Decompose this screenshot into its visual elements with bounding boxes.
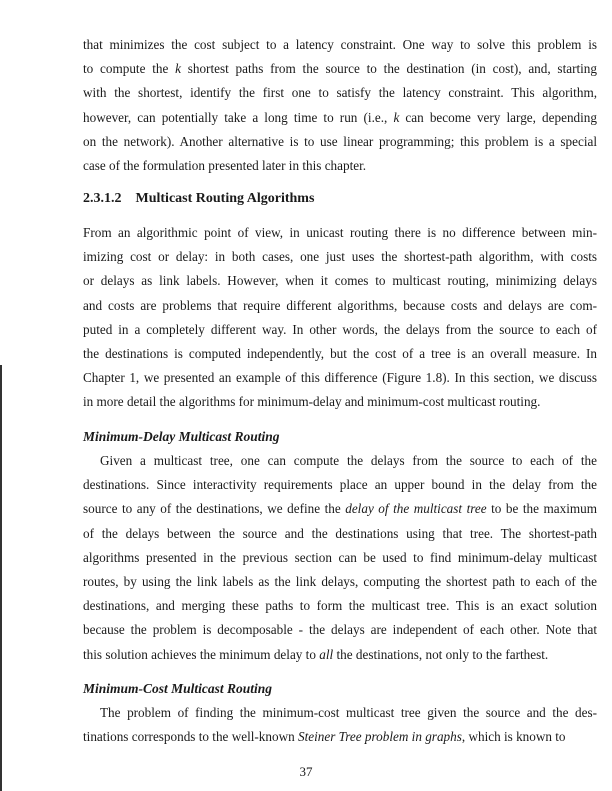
text-line xyxy=(83,705,597,721)
text-segment: that minimizes the cost subject to a latency constraint. One way to solve this problem is xyxy=(83,37,597,52)
text-line xyxy=(83,394,597,410)
text-segment: the destinations, not only to the farthest. xyxy=(333,646,549,662)
text-segment: because the problem is decomposable - the delays are independent of each other. Note that xyxy=(83,622,597,638)
text-line xyxy=(83,550,597,566)
section-title: Multicast Routing Algorithms xyxy=(135,191,315,206)
text-segment: From an algorithmic point of view, in unicast routing there is no difference between min- xyxy=(83,225,597,240)
text-segment: destinations, and merging these paths to form the multicast tree. This is an exact solution xyxy=(83,598,597,614)
text-segment: shortest paths from the source to the destination (in cost), and, starting xyxy=(180,61,597,77)
section-heading xyxy=(83,191,314,207)
page-number: 37 xyxy=(299,764,313,779)
text-segment: , which is known to xyxy=(461,729,566,745)
text-line xyxy=(83,622,597,638)
text-segment: and costs are problems that require different algorithms, because costs and delays are com- xyxy=(83,297,597,313)
text-segment: tinations corresponds to the well-known xyxy=(83,729,298,745)
text-line xyxy=(83,225,597,241)
text-line xyxy=(83,37,597,53)
text-line xyxy=(83,647,597,663)
text-line xyxy=(83,110,597,126)
text-line xyxy=(83,477,597,493)
text-line xyxy=(83,249,597,265)
text-line xyxy=(83,453,597,469)
text-line xyxy=(83,729,597,745)
text-segment: however, can potentially take a long time to run (i.e., xyxy=(83,109,394,125)
section-number: 2.3.1.2 xyxy=(83,191,122,206)
text-segment: source to any of the destinations, we define the xyxy=(83,501,346,517)
text-line xyxy=(83,85,597,101)
text-segment: this solution achieves the minimum delay to xyxy=(83,646,320,662)
subsection-heading-min-cost: Minimum-Cost Multicast Routing xyxy=(83,681,273,696)
emphasized-text: Steiner Tree problem in graphs xyxy=(298,729,462,745)
text-segment: destinations. Since interactivity requirements place an upper bound in the delay from the xyxy=(83,477,597,493)
text-line xyxy=(83,346,597,362)
text-line xyxy=(83,134,597,150)
scan-edge-line xyxy=(0,365,2,791)
text-line xyxy=(83,501,597,517)
text-segment: Given a multicast tree, one can compute the delays from the source to each of the xyxy=(100,453,597,468)
text-segment: routes, by using the link labels as the link delays, computing the shortest path to each of the xyxy=(83,574,597,589)
text-segment: the destinations is computed independently, but the cost of a tree is an overall measure. In xyxy=(83,346,597,361)
text-segment: Chapter 1, we presented an example of this difference (Figure 1.8). In this section, we discuss xyxy=(83,370,597,386)
text-segment: case of the formulation presented later in this chapter. xyxy=(83,158,367,173)
text-segment: of the delays between the source and the destinations using that tree. The shortest-path xyxy=(83,525,597,541)
text-line xyxy=(83,61,597,77)
text-line xyxy=(83,370,597,386)
text-segment: in more detail the algorithms for minimum-delay and minimum-cost multicast routing. xyxy=(83,394,541,410)
text-segment: to compute the xyxy=(83,61,176,77)
text-line xyxy=(83,598,597,614)
text-line xyxy=(83,526,597,542)
text-line xyxy=(83,298,597,314)
text-segment: algorithms presented in the previous section can be used to find minimum-delay multicast xyxy=(83,549,597,565)
text-line xyxy=(83,322,597,338)
text-line xyxy=(83,574,597,590)
text-segment: to be the maximum xyxy=(486,501,597,517)
subsection-heading-min-delay: Minimum-Delay Multicast Routing xyxy=(83,429,280,444)
emphasized-text: delay of the multicast tree xyxy=(345,501,487,517)
text-line xyxy=(83,158,597,174)
text-line xyxy=(83,273,597,289)
text-segment: puted in a completely different way. In other words, the delays from the source to each of xyxy=(83,321,597,337)
text-segment: with the shortest, identify the first one to satisfy the latency constraint. This algorithm, xyxy=(83,85,597,101)
text-segment: imizing cost or delay: in both cases, one just uses the shortest-path algorithm, with costs xyxy=(83,249,597,265)
emphasized-text: all xyxy=(319,646,334,662)
text-segment: or delays as link labels. However, when it comes to multicast routing, minimizing delays xyxy=(83,273,597,289)
text-segment: can become very large, depending xyxy=(399,109,597,125)
text-segment: on the network). Another alternative is to use linear programming; this problem is a special xyxy=(83,133,597,149)
emphasized-text: k xyxy=(175,61,181,77)
emphasized-text: k xyxy=(393,109,400,125)
text-segment: The problem of finding the minimum-cost multicast tree given the source and the des- xyxy=(100,705,597,720)
